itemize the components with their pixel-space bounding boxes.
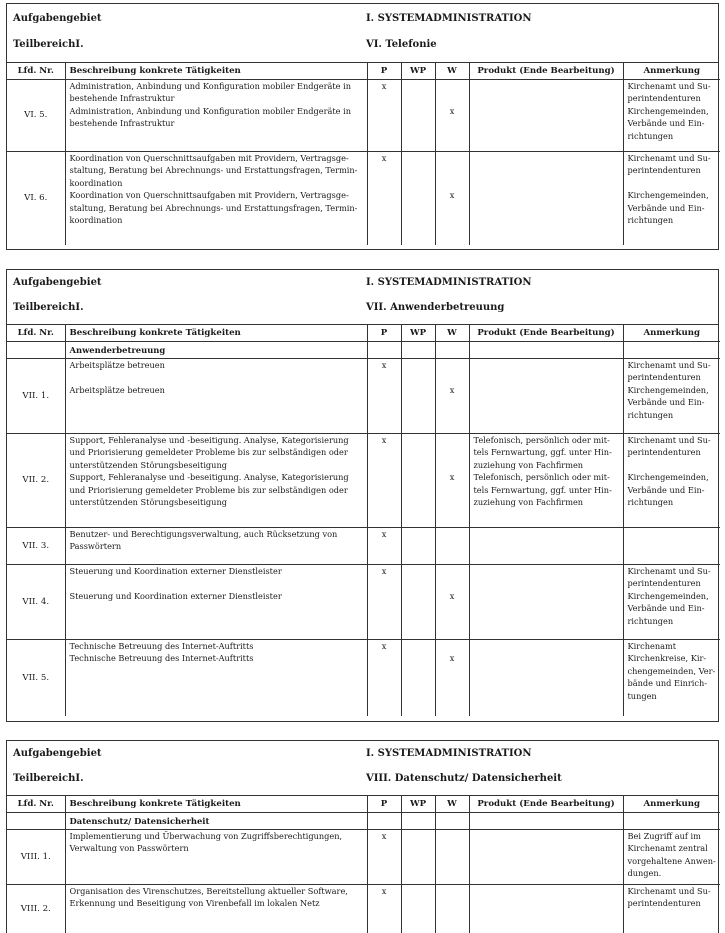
anmerkung-line: Kirchenamt und Su-	[627, 360, 711, 370]
description-line: staltung, Beratung bei Abrechnungs- und Erstattungsfragen, Termin-	[69, 165, 358, 176]
produkt-line: zuziehung von Fachfirmen	[473, 497, 584, 508]
w-cell	[435, 885, 469, 933]
description-line: Steuerung und Koordination externer Dienstleister	[69, 566, 282, 576]
task-table	[7, 63, 720, 245]
produkt-cell	[469, 152, 623, 245]
anmerkung-line: Bei Zugriff auf im	[627, 831, 701, 841]
description-line: bestehende Infrastruktur	[69, 93, 175, 104]
wp-cell	[401, 640, 435, 716]
anmerkung-line: Kirchengemeinden,	[627, 384, 709, 395]
wp-cell	[401, 434, 435, 528]
anmerkung-cell	[623, 565, 720, 640]
description-cell	[65, 152, 367, 245]
p-mark: x	[381, 831, 387, 841]
w-mark: x	[449, 653, 455, 664]
description-cell	[65, 528, 367, 565]
produkt-cell	[469, 80, 623, 152]
produkt-line: tels Fernwartung, ggf. unter Hin-	[473, 447, 612, 458]
p-cell	[367, 359, 401, 434]
empty-cell	[469, 813, 623, 830]
produkt-cell	[469, 434, 623, 528]
w-cell	[435, 640, 469, 716]
empty-cell	[469, 342, 623, 359]
col-header-nr: Lfd. Nr.	[7, 796, 65, 813]
anmerkung-cell	[623, 152, 720, 245]
produkt-cell	[469, 885, 623, 933]
anmerkung-line: tungen	[627, 690, 657, 701]
aufgabengebiet-value: I. SYSTEMADMINISTRATION	[366, 13, 532, 24]
col-header-anmerkung: Anmerkung	[623, 796, 720, 813]
anmerkung-line: richtungen	[627, 615, 674, 626]
teilbereich-label: TeilbereichI.	[13, 773, 84, 784]
description-line: Verwaltung von Passwörtern	[69, 843, 189, 854]
anmerkung-line: chengemeinden, Ver-	[627, 665, 716, 676]
empty-cell	[435, 813, 469, 830]
row-number: VII. 4.	[7, 565, 65, 640]
w-mark: x	[449, 384, 455, 395]
anmerkung-line: Verbände und Ein-	[627, 603, 705, 614]
teilbereich-value: VIII. Datenschutz/ Datensicherheit	[366, 773, 562, 784]
task-block-anwenderbetreuung	[6, 269, 719, 722]
w-cell	[435, 528, 469, 565]
description-cell	[65, 885, 367, 933]
table-row	[7, 528, 720, 565]
table-row	[7, 565, 720, 640]
anmerkung-cell	[623, 528, 720, 565]
aufgabengebiet-label: Aufgabengebiet	[13, 277, 102, 288]
produkt-line: Telefonisch, persönlich oder mit-	[473, 472, 610, 483]
w-mark: x	[449, 190, 455, 201]
description-line: koordination	[69, 177, 123, 188]
produkt-cell	[469, 359, 623, 434]
description-cell	[65, 434, 367, 528]
col-header-w: W	[435, 63, 469, 80]
wp-cell	[401, 565, 435, 640]
teilbereich-value: VI. Telefonie	[366, 39, 437, 50]
description-cell	[65, 830, 367, 885]
section-nr-cell	[7, 342, 65, 359]
description-line: Passwörtern	[69, 541, 122, 552]
p-mark: x	[381, 566, 387, 576]
anmerkung-line: Kirchengemeinden,	[627, 190, 709, 201]
anmerkung-line: dungen.	[627, 868, 662, 879]
description-line: Implementierung und Überwachung von Zugriffsberechtigungen,	[69, 831, 343, 841]
col-header-anmerkung: Anmerkung	[623, 325, 720, 342]
empty-cell	[401, 813, 435, 830]
anmerkung-line: Kirchengemeinden,	[627, 590, 709, 601]
col-header-produkt: Produkt (Ende Bearbeitung)	[469, 63, 623, 80]
description-line: unterstützenden Störungsbeseitigung	[69, 497, 227, 508]
task-block-telefonie	[6, 3, 719, 250]
w-cell	[435, 152, 469, 245]
p-mark: x	[381, 360, 387, 370]
p-cell	[367, 565, 401, 640]
table-row	[7, 359, 720, 434]
produkt-cell	[469, 830, 623, 885]
col-header-wp: WP	[401, 325, 435, 342]
anmerkung-line: Kirchenamt und Su-	[627, 566, 711, 576]
anmerkung-line: perintendenturen	[627, 447, 701, 458]
anmerkung-cell	[623, 434, 720, 528]
description-line: Arbeitsplätze betreuen	[69, 384, 165, 395]
anmerkung-line: vorgehaltene Anwen-	[627, 855, 716, 866]
anmerkung-cell	[623, 830, 720, 885]
section-title: Datenschutz/ Datensicherheit	[65, 813, 367, 830]
empty-cell	[623, 813, 720, 830]
section-title: Anwenderbetreuung	[65, 342, 367, 359]
anmerkung-line: Kirchenamt zentral	[627, 843, 708, 854]
p-cell	[367, 830, 401, 885]
description-line: Organisation des Virenschutzes, Bereitstellung aktueller Software,	[69, 886, 348, 896]
description-cell	[65, 565, 367, 640]
description-cell	[65, 359, 367, 434]
teilbereich-label: TeilbereichI.	[13, 39, 84, 50]
col-header-beschreibung: Beschreibung konkrete Tätigkeiten	[65, 796, 367, 813]
w-mark: x	[449, 472, 455, 483]
description-cell	[65, 640, 367, 716]
w-cell	[435, 359, 469, 434]
anmerkung-line: Kirchenamt und Su-	[627, 81, 711, 91]
anmerkung-line: richtungen	[627, 409, 674, 420]
anmerkung-cell	[623, 640, 720, 716]
table-row	[7, 640, 720, 716]
p-mark: x	[381, 81, 387, 91]
anmerkung-line: perintendenturen	[627, 372, 701, 383]
anmerkung-line: Kirchengemeinden,	[627, 472, 709, 483]
table-row	[7, 830, 720, 885]
row-number: VII. 2.	[7, 434, 65, 528]
anmerkung-line: Kirchenamt und Su-	[627, 435, 711, 445]
header-row	[7, 796, 720, 813]
description-cell	[65, 80, 367, 152]
block-header	[7, 270, 718, 325]
p-mark: x	[381, 641, 387, 651]
anmerkung-cell	[623, 80, 720, 152]
produkt-line: zuziehung von Fachfirmen	[473, 459, 584, 470]
row-number: VI. 6.	[7, 152, 65, 245]
empty-cell	[367, 813, 401, 830]
description-line: Administration, Anbindung und Konfiguration mobiler Endgeräte in	[69, 105, 351, 116]
task-block-datenschutz	[6, 740, 719, 933]
anmerkung-line: richtungen	[627, 130, 674, 141]
col-header-p: P	[367, 325, 401, 342]
row-number: VII. 1.	[7, 359, 65, 434]
empty-cell	[623, 342, 720, 359]
anmerkung-line: perintendenturen	[627, 898, 701, 909]
aufgabengebiet-label: Aufgabengebiet	[13, 748, 102, 759]
p-cell	[367, 152, 401, 245]
produkt-cell	[469, 640, 623, 716]
description-line: Koordination von Querschnittsaufgaben mit Providern, Vertragsge-	[69, 190, 349, 201]
block-header	[7, 4, 718, 63]
row-number: VII. 3.	[7, 528, 65, 565]
description-line: und Priorisierung gemeldeter Probleme bis zur selbständigen oder	[69, 447, 348, 458]
w-cell	[435, 80, 469, 152]
teilbereich-value: VII. Anwenderbetreuung	[366, 302, 505, 313]
teilbereich-label: TeilbereichI.	[13, 302, 84, 313]
description-line: Erkennung und Beseitigung von Virenbefall im lokalen Netz	[69, 898, 320, 909]
row-number: VIII. 1.	[7, 830, 65, 885]
description-line: Benutzer- und Berechtigungsverwaltung, auch Rücksetzung von	[69, 529, 338, 539]
col-header-beschreibung: Beschreibung konkrete Tätigkeiten	[65, 325, 367, 342]
anmerkung-line: Verbände und Ein-	[627, 484, 705, 495]
table-row	[7, 80, 720, 152]
description-line: Koordination von Querschnittsaufgaben mit Providern, Vertragsge-	[69, 153, 349, 163]
anmerkung-line: perintendenturen	[627, 578, 701, 589]
wp-cell	[401, 80, 435, 152]
anmerkung-line: Verbände und Ein-	[627, 118, 705, 129]
col-header-w: W	[435, 796, 469, 813]
anmerkung-cell	[623, 359, 720, 434]
anmerkung-line: Kirchenamt und Su-	[627, 153, 711, 163]
row-number: VI. 5.	[7, 80, 65, 152]
wp-cell	[401, 152, 435, 245]
p-mark: x	[381, 529, 387, 539]
anmerkung-cell	[623, 885, 720, 933]
anmerkung-line: Kirchengemeinden,	[627, 105, 709, 116]
description-line: Administration, Anbindung und Konfiguration mobiler Endgeräte in	[69, 81, 351, 91]
p-mark: x	[381, 435, 387, 445]
w-cell	[435, 434, 469, 528]
col-header-p: P	[367, 796, 401, 813]
row-number: VII. 5.	[7, 640, 65, 716]
anmerkung-line: Kirchenamt	[627, 641, 677, 651]
header-row	[7, 63, 720, 80]
section-row	[7, 813, 720, 830]
table-row	[7, 434, 720, 528]
description-line: koordination	[69, 215, 123, 226]
anmerkung-line: Verbände und Ein-	[627, 202, 705, 213]
anmerkung-line: richtungen	[627, 215, 674, 226]
produkt-cell	[469, 565, 623, 640]
w-mark: x	[449, 105, 455, 116]
empty-cell	[435, 342, 469, 359]
produkt-line: tels Fernwartung, ggf. unter Hin-	[473, 484, 612, 495]
col-header-produkt: Produkt (Ende Bearbeitung)	[469, 325, 623, 342]
w-cell	[435, 830, 469, 885]
w-mark: x	[449, 590, 455, 601]
wp-cell	[401, 885, 435, 933]
description-line: Support, Fehleranalyse und -beseitigung. Analyse, Kategorisierung	[69, 435, 349, 445]
description-line: Arbeitsplätze betreuen	[69, 360, 165, 370]
block-header	[7, 741, 718, 796]
aufgabengebiet-label: Aufgabengebiet	[13, 13, 102, 24]
aufgabengebiet-value: I. SYSTEMADMINISTRATION	[366, 748, 532, 759]
description-line: bestehende Infrastruktur	[69, 118, 175, 129]
p-cell	[367, 80, 401, 152]
w-cell	[435, 565, 469, 640]
col-header-wp: WP	[401, 796, 435, 813]
anmerkung-line: Verbände und Ein-	[627, 397, 705, 408]
anmerkung-line: bände und Einrich-	[627, 678, 708, 689]
wp-cell	[401, 830, 435, 885]
table-row	[7, 152, 720, 245]
anmerkung-line: Kirchenamt und Su-	[627, 886, 711, 896]
description-line: unterstützenden Störungsbeseitigung	[69, 459, 227, 470]
description-line: staltung, Beratung bei Abrechnungs- und Erstattungsfragen, Termin-	[69, 202, 358, 213]
description-line: Technische Betreuung des Internet-Auftritts	[69, 653, 254, 664]
description-line: und Priorisierung gemeldeter Probleme bis zur selbständigen oder	[69, 484, 348, 495]
p-mark: x	[381, 153, 387, 163]
col-header-beschreibung: Beschreibung konkrete Tätigkeiten	[65, 63, 367, 80]
table-row	[7, 885, 720, 933]
col-header-p: P	[367, 63, 401, 80]
header-row	[7, 325, 720, 342]
aufgabengebiet-value: I. SYSTEMADMINISTRATION	[366, 277, 532, 288]
p-cell	[367, 640, 401, 716]
wp-cell	[401, 528, 435, 565]
col-header-produkt: Produkt (Ende Bearbeitung)	[469, 796, 623, 813]
anmerkung-line: Kirchenkreise, Kir-	[627, 653, 707, 664]
empty-cell	[401, 342, 435, 359]
col-header-nr: Lfd. Nr.	[7, 325, 65, 342]
anmerkung-line: richtungen	[627, 497, 674, 508]
anmerkung-line: perintendenturen	[627, 165, 701, 176]
col-header-anmerkung: Anmerkung	[623, 63, 720, 80]
p-mark: x	[381, 886, 387, 896]
col-header-nr: Lfd. Nr.	[7, 63, 65, 80]
section-row	[7, 342, 720, 359]
description-line: Support, Fehleranalyse und -beseitigung. Analyse, Kategorisierung	[69, 472, 349, 483]
section-nr-cell	[7, 813, 65, 830]
empty-cell	[367, 342, 401, 359]
produkt-line: Telefonisch, persönlich oder mit-	[473, 435, 610, 445]
description-line: Steuerung und Koordination externer Dienstleister	[69, 590, 282, 601]
p-cell	[367, 885, 401, 933]
anmerkung-line: perintendenturen	[627, 93, 701, 104]
produkt-cell	[469, 528, 623, 565]
p-cell	[367, 528, 401, 565]
p-cell	[367, 434, 401, 528]
col-header-w: W	[435, 325, 469, 342]
col-header-wp: WP	[401, 63, 435, 80]
task-table	[7, 796, 720, 933]
description-line: Technische Betreuung des Internet-Auftritts	[69, 641, 254, 651]
row-number: VIII. 2.	[7, 885, 65, 933]
wp-cell	[401, 359, 435, 434]
task-table	[7, 325, 720, 716]
